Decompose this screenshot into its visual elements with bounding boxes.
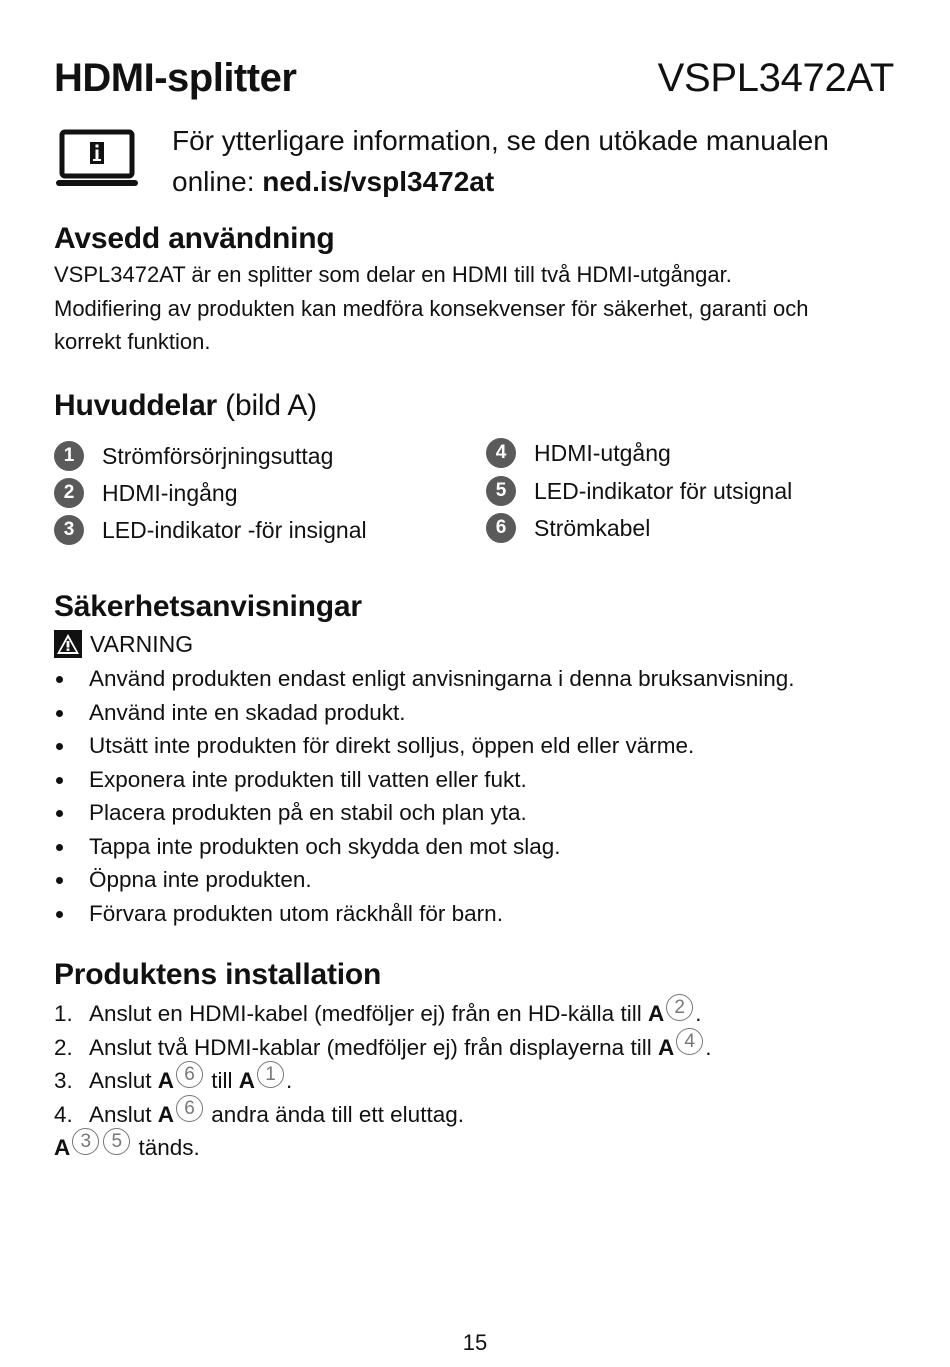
part-label: LED-indikator för utsignal (534, 477, 793, 504)
installation-result (54, 1131, 914, 1165)
title-row (54, 56, 894, 108)
figure-ref: A (157, 1101, 175, 1127)
safety-bullet-text: Använd produkten endast enligt anvisningarna i denna bruksanvisning. (89, 666, 795, 691)
installation-heading: Produktens installation (54, 958, 382, 991)
bullet-dot (56, 743, 63, 750)
part-number-badge: 6 (486, 513, 516, 543)
main-parts-title: Huvuddelar (54, 389, 218, 422)
step-end: . (286, 1068, 293, 1093)
bullet-dot (56, 676, 63, 683)
figure-ref: A (238, 1068, 256, 1093)
figure-ref: A (54, 1135, 71, 1160)
main-parts-figure-ref: (bild A) (225, 389, 317, 422)
part-item (54, 511, 367, 549)
installation-step (54, 1098, 914, 1132)
part-label: LED-indikator -för insignal (102, 516, 367, 543)
part-number-badge: 5 (486, 476, 516, 506)
step-end: andra ända till ett eluttag. (205, 1101, 464, 1127)
intended-use-line: VSPL3472AT är en splitter som delar en HDMI till två HDMI-utgångar. (54, 262, 732, 287)
document-title: HDMI-splitter (54, 56, 297, 100)
model-number: VSPL3472AT (657, 56, 894, 100)
part-ref-circle: 4 (676, 1028, 703, 1055)
safety-bullet-list (54, 662, 914, 930)
part-number-badge: 2 (54, 478, 84, 508)
online-manual-note (54, 120, 904, 202)
laptop-info-icon (54, 128, 140, 190)
step-text: Anslut en HDMI-kabel (medföljer ej) från en HD-källa till (89, 1001, 648, 1026)
part-item (486, 509, 650, 547)
safety-bullet-text: Öppna inte produkten. (89, 867, 312, 892)
bullet-dot (56, 844, 63, 851)
part-label: HDMI-ingång (102, 479, 238, 506)
step-number: 2. (54, 1034, 73, 1060)
step-number: 4. (54, 1101, 73, 1127)
safety-bullet-text: Förvara produkten utom räckhåll för barn. (89, 900, 503, 926)
part-item (54, 474, 238, 512)
warning-label: VARNING (90, 630, 194, 657)
part-ref-circle: 2 (666, 994, 693, 1021)
safety-bullet (54, 696, 914, 730)
installation-step (54, 1064, 914, 1098)
part-item (54, 437, 333, 475)
part-label: Strömkabel (534, 514, 651, 541)
part-item (486, 472, 792, 510)
part-number-badge: 1 (54, 441, 84, 471)
warning-triangle-icon (54, 630, 82, 658)
part-ref-circle: 1 (257, 1061, 284, 1088)
safety-bullet (54, 763, 914, 797)
part-number-badge: 3 (54, 515, 84, 545)
intended-use-heading: Avsedd användning (54, 222, 335, 255)
step-number: 1. (54, 1001, 73, 1026)
installation-step (54, 1031, 914, 1065)
step-text: Anslut två HDMI-kablar (medföljer ej) från displayerna till (89, 1034, 658, 1060)
online-manual-text: För ytterligare information, se den utökade manualen (172, 125, 829, 156)
step-end: . (705, 1034, 712, 1060)
safety-bullet (54, 729, 914, 763)
safety-bullet (54, 830, 914, 864)
warning-row (54, 630, 193, 658)
safety-bullet-text: Placera produkten på en stabil och plan yta. (89, 800, 527, 825)
intended-use-line: korrekt funktion. (54, 329, 211, 354)
figure-ref: A (157, 1068, 175, 1093)
bullet-dot (56, 810, 63, 817)
step-text: Anslut (89, 1101, 158, 1127)
result-text: tänds. (132, 1135, 200, 1160)
part-label: HDMI-utgång (534, 439, 671, 466)
manual-url-link[interactable]: ned.is/vspl3472at (262, 166, 495, 197)
figure-ref: A (657, 1034, 675, 1060)
safety-heading: Säkerhetsanvisningar (54, 590, 362, 623)
main-parts-heading (54, 389, 317, 423)
safety-bullet (54, 897, 914, 931)
part-label: Strömförsörjningsuttag (102, 442, 334, 469)
part-number-badge: 4 (486, 438, 516, 468)
part-ref-circle: 3 (72, 1128, 99, 1155)
safety-bullet-text: Tappa inte produkten och skydda den mot slag. (89, 833, 561, 859)
safety-bullet-text: Använd inte en skadad produkt. (89, 699, 406, 725)
safety-bullet (54, 796, 914, 830)
step-number: 3. (54, 1068, 73, 1093)
bullet-dot (56, 710, 63, 717)
step-text: Anslut (89, 1068, 158, 1093)
figure-ref: A (647, 1001, 665, 1026)
bullet-dot (56, 777, 63, 784)
safety-bullet (54, 863, 914, 897)
intended-use-line: Modifiering av produkten kan medföra konsekvenser för säkerhet, garanti och (54, 295, 809, 321)
installation-steps (54, 997, 914, 1165)
safety-bullet-text: Utsätt inte produkten för direkt solljus, öppen eld eller värme. (89, 733, 695, 758)
online-label: online: (172, 166, 263, 197)
page-number: 15 (462, 1330, 488, 1355)
part-ref-circle: 5 (103, 1128, 130, 1155)
part-item (486, 434, 671, 472)
bullet-dot (56, 877, 63, 884)
part-ref-circle: 6 (176, 1061, 203, 1088)
part-ref-circle: 6 (176, 1095, 203, 1122)
installation-step (54, 997, 914, 1031)
step-text: till (205, 1068, 239, 1093)
safety-bullet-text: Exponera inte produkten till vatten eller fukt. (89, 766, 527, 792)
step-end: . (695, 1001, 702, 1026)
bullet-dot (56, 911, 63, 918)
intended-use-text (54, 258, 904, 359)
safety-bullet (54, 662, 914, 696)
